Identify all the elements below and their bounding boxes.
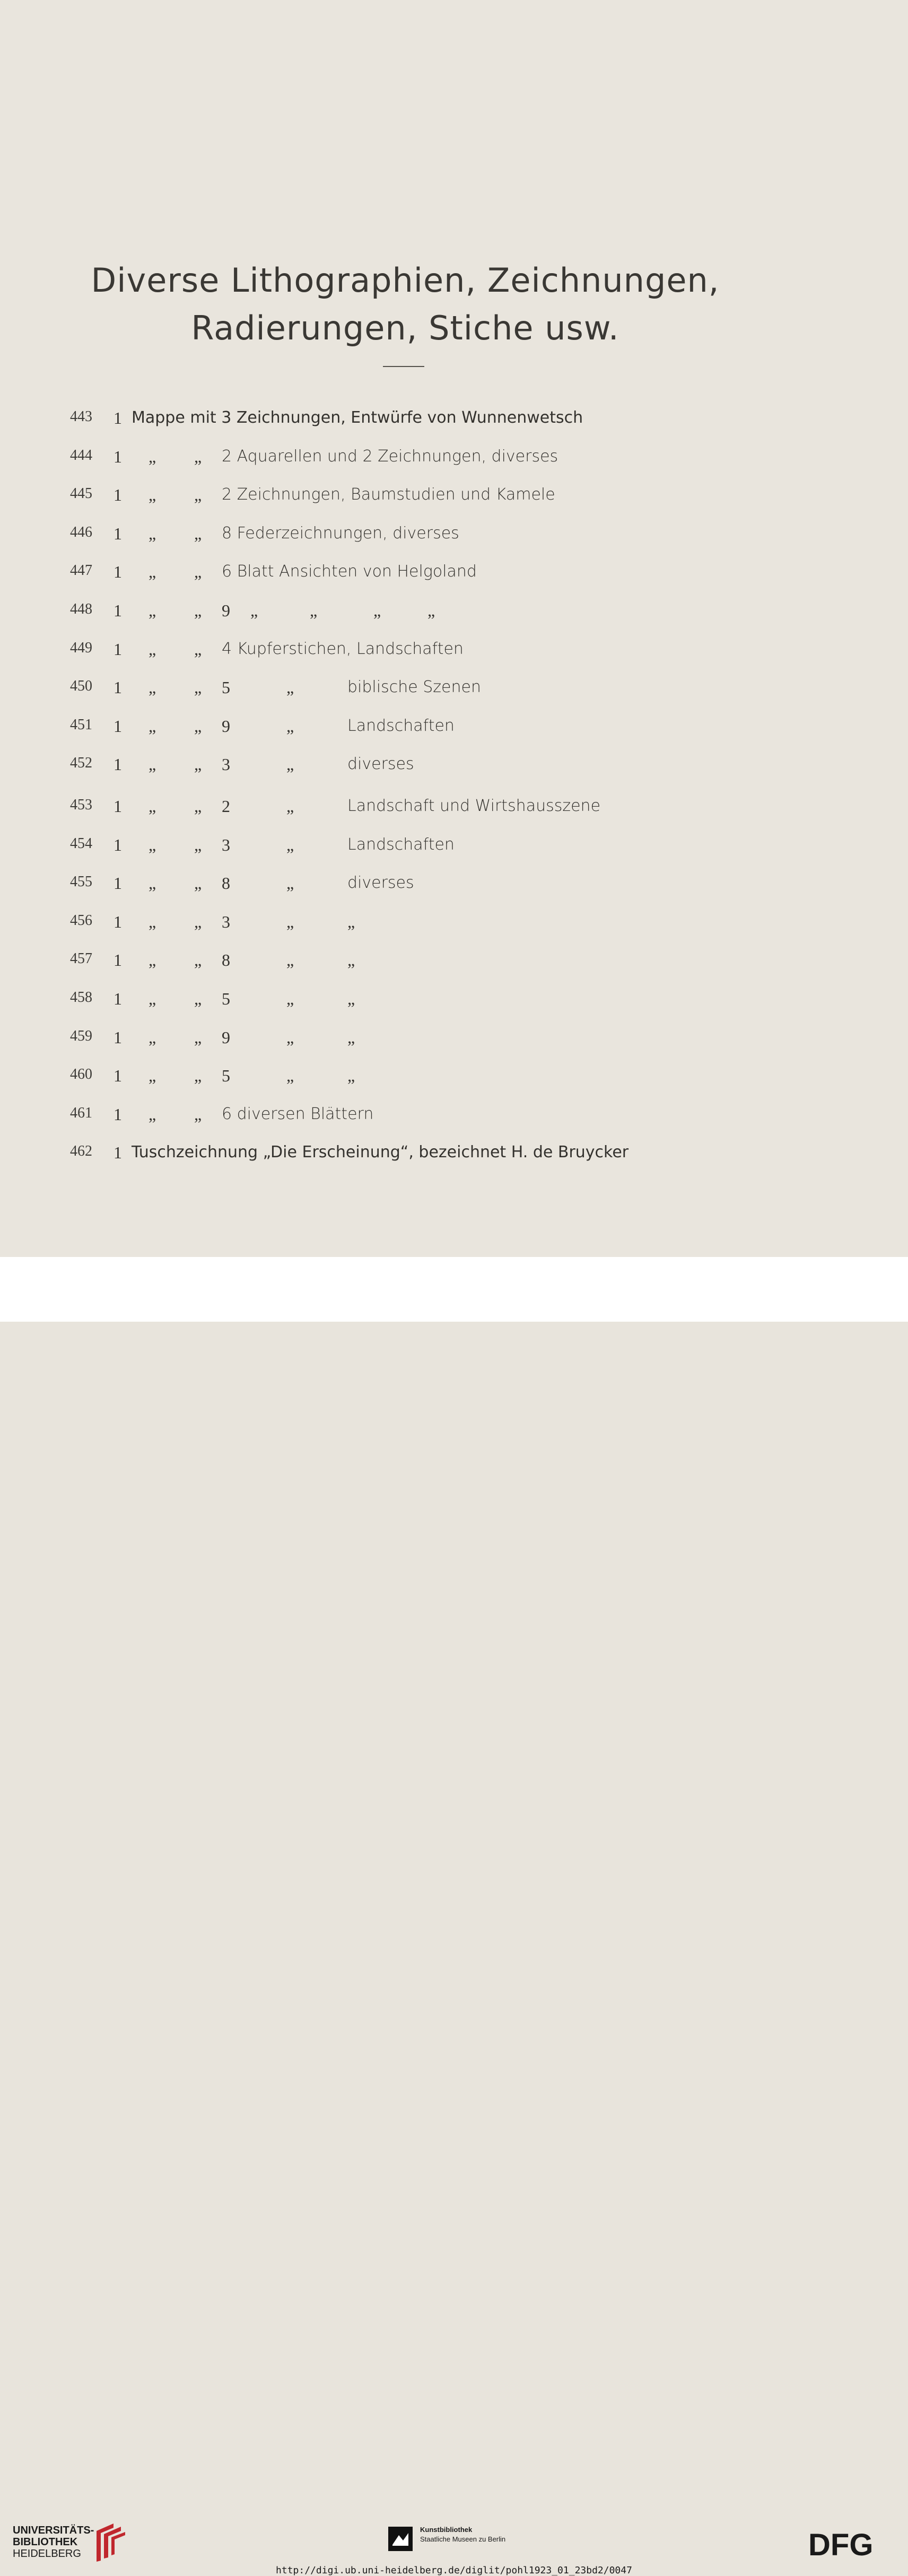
ub-name-line-1: UNIVERSITÄTS- bbox=[13, 2525, 94, 2536]
list-item bbox=[0, 835, 908, 862]
lot-number: 458 bbox=[70, 989, 92, 1006]
ditto-mark: 9 bbox=[222, 1028, 230, 1047]
ditto-mark: „ bbox=[194, 678, 202, 697]
quantity: 1 bbox=[114, 912, 122, 931]
ditto-mark: „ bbox=[286, 835, 294, 854]
list-item bbox=[0, 1066, 908, 1093]
lot-number: 444 bbox=[70, 447, 92, 464]
quantity: 1 bbox=[114, 1028, 122, 1047]
lot-number: 449 bbox=[70, 640, 92, 656]
ditto-mark: „ bbox=[347, 912, 355, 931]
ditto-mark: „ bbox=[286, 1028, 294, 1047]
quantity: 1 bbox=[114, 755, 122, 774]
ditto-mark: „ bbox=[286, 755, 294, 774]
item-description: Tuschzeichnung „Die Erscheinung“, bezeichnet H. de Bruycker bbox=[132, 1143, 629, 1162]
dfg-wordmark: DFG bbox=[808, 2529, 874, 2558]
item-description: 8 Federzeichnungen, diverses bbox=[222, 524, 459, 543]
ub-name-line-3: HEIDELBERG bbox=[13, 2548, 81, 2560]
ditto-mark: „ bbox=[149, 797, 156, 816]
ditto-mark: „ bbox=[194, 1028, 202, 1047]
quantity: 1 bbox=[114, 989, 122, 1008]
ditto-mark: 5 bbox=[222, 989, 230, 1008]
ditto-mark: „ bbox=[149, 485, 156, 504]
ditto-mark: „ bbox=[149, 874, 156, 893]
ditto-mark: „ bbox=[194, 950, 202, 970]
lot-number: 447 bbox=[70, 562, 92, 579]
ditto-mark: „ bbox=[149, 524, 156, 543]
lot-number: 457 bbox=[70, 950, 92, 967]
kunstbibliothek-title: Kunstbibliothek bbox=[420, 2526, 473, 2534]
ditto-mark: „ bbox=[149, 1066, 156, 1085]
ditto-mark: „ bbox=[194, 640, 202, 659]
list-item bbox=[0, 408, 908, 435]
quantity: 1 bbox=[114, 447, 122, 466]
ditto-mark: „ bbox=[194, 562, 202, 581]
ditto-mark: „ bbox=[347, 1066, 355, 1085]
list-item bbox=[0, 1143, 908, 1169]
ditto-mark: „ bbox=[149, 1105, 156, 1124]
ditto-mark: „ bbox=[310, 601, 318, 620]
quantity: 1 bbox=[114, 678, 122, 697]
quantity: 1 bbox=[114, 874, 122, 893]
item-description: 2 Aquarellen und 2 Zeichnungen, diverses bbox=[222, 447, 558, 466]
lot-number: 450 bbox=[70, 678, 92, 694]
ditto-mark: „ bbox=[194, 1066, 202, 1085]
lot-number: 461 bbox=[70, 1105, 92, 1121]
digitization-footer bbox=[0, 1257, 908, 2576]
item-description: Landschaft und Wirtshausszene bbox=[347, 797, 601, 815]
ditto-mark: „ bbox=[286, 678, 294, 697]
ditto-mark: „ bbox=[149, 562, 156, 581]
list-item bbox=[0, 1028, 908, 1054]
ditto-mark: „ bbox=[427, 601, 435, 620]
ditto-mark: 2 bbox=[222, 797, 230, 816]
lot-number: 451 bbox=[70, 717, 92, 733]
quantity: 1 bbox=[114, 524, 122, 543]
lot-number: 453 bbox=[70, 797, 92, 813]
item-description: 6 Blatt Ansichten von Helgoland bbox=[222, 562, 477, 581]
ditto-mark: „ bbox=[194, 912, 202, 931]
quantity: 1 bbox=[114, 1105, 122, 1124]
quantity: 1 bbox=[114, 1066, 122, 1085]
list-item bbox=[0, 601, 908, 627]
list-item bbox=[0, 524, 908, 551]
title-divider bbox=[383, 366, 424, 367]
ditto-mark: 3 bbox=[222, 835, 230, 854]
ditto-mark: „ bbox=[194, 485, 202, 504]
item-description: diverses bbox=[347, 874, 414, 892]
ditto-mark: 5 bbox=[222, 1066, 230, 1085]
title-line-2: Radierungen, Stiche usw. bbox=[191, 309, 619, 347]
ditto-mark: „ bbox=[194, 524, 202, 543]
ditto-mark: „ bbox=[286, 717, 294, 736]
quantity: 1 bbox=[114, 717, 122, 736]
quantity: 1 bbox=[114, 562, 122, 581]
university-library-logo-icon[interactable] bbox=[90, 2520, 127, 2563]
list-item bbox=[0, 797, 908, 823]
item-description: Landschaften bbox=[347, 835, 455, 854]
ditto-mark: „ bbox=[250, 601, 258, 620]
list-item bbox=[0, 678, 908, 704]
permalink-url[interactable]: http://digi.ub.uni-heidelberg.de/diglit/pohl1923_01_23bd2/0047 bbox=[276, 2565, 632, 2576]
lot-number: 443 bbox=[70, 408, 92, 425]
list-item bbox=[0, 640, 908, 666]
item-description: 4 Kupferstichen, Landschaften bbox=[222, 640, 464, 658]
item-description: 6 diversen Blättern bbox=[222, 1105, 374, 1123]
ditto-mark: „ bbox=[194, 755, 202, 774]
list-item bbox=[0, 874, 908, 900]
lot-number: 448 bbox=[70, 601, 92, 617]
ditto-mark: 8 bbox=[222, 950, 230, 970]
list-item bbox=[0, 562, 908, 589]
quantity: 1 bbox=[114, 950, 122, 970]
ditto-mark: „ bbox=[194, 1105, 202, 1124]
ditto-mark: „ bbox=[194, 835, 202, 854]
lot-number: 452 bbox=[70, 755, 92, 771]
list-item bbox=[0, 447, 908, 474]
ditto-mark: „ bbox=[149, 989, 156, 1008]
ditto-mark: 5 bbox=[222, 678, 230, 697]
ditto-mark: „ bbox=[194, 601, 202, 620]
ditto-mark: „ bbox=[149, 678, 156, 697]
ditto-mark: „ bbox=[286, 1066, 294, 1085]
ditto-mark: 9 bbox=[222, 717, 230, 736]
page-title bbox=[0, 257, 810, 352]
ditto-mark: „ bbox=[286, 912, 294, 931]
ditto-mark: „ bbox=[149, 912, 156, 931]
quantity: 1 bbox=[114, 640, 122, 659]
ditto-mark: „ bbox=[194, 447, 202, 466]
lot-number: 455 bbox=[70, 874, 92, 890]
quantity: 1 bbox=[114, 408, 122, 427]
kunstbibliothek-logo-icon[interactable] bbox=[387, 2526, 414, 2552]
list-item bbox=[0, 912, 908, 939]
lot-number: 456 bbox=[70, 912, 92, 929]
ub-name-line-2: BIBLIOTHEK bbox=[13, 2536, 78, 2548]
quantity: 1 bbox=[114, 485, 122, 504]
ditto-mark: 9 bbox=[222, 601, 230, 620]
title-line-1: Diverse Lithographien, Zeichnungen, bbox=[91, 261, 720, 300]
ditto-mark: „ bbox=[286, 874, 294, 893]
ditto-mark: „ bbox=[286, 950, 294, 970]
lot-number: 462 bbox=[70, 1143, 92, 1159]
ditto-mark: „ bbox=[149, 1028, 156, 1047]
quantity: 1 bbox=[114, 835, 122, 854]
lot-number: 446 bbox=[70, 524, 92, 540]
ditto-mark: „ bbox=[286, 989, 294, 1008]
item-description: Mappe mit 3 Zeichnungen, Entwürfe von Wunnenwetsch bbox=[132, 408, 583, 427]
lot-number: 460 bbox=[70, 1066, 92, 1082]
ditto-mark: „ bbox=[373, 601, 381, 620]
ditto-mark: 3 bbox=[222, 755, 230, 774]
ditto-mark: „ bbox=[286, 797, 294, 816]
ditto-mark: „ bbox=[347, 1028, 355, 1047]
ditto-mark: „ bbox=[149, 640, 156, 659]
list-item bbox=[0, 989, 908, 1016]
list-item bbox=[0, 755, 908, 781]
list-item bbox=[0, 485, 908, 512]
lot-number: 459 bbox=[70, 1028, 92, 1044]
ditto-mark: „ bbox=[194, 874, 202, 893]
item-description: diverses bbox=[347, 755, 414, 773]
ditto-mark: „ bbox=[149, 717, 156, 736]
item-description: biblische Szenen bbox=[347, 678, 481, 696]
ditto-mark: „ bbox=[149, 835, 156, 854]
ditto-mark: „ bbox=[347, 950, 355, 970]
ditto-mark: „ bbox=[149, 601, 156, 620]
quantity: 1 bbox=[114, 797, 122, 816]
lot-number: 445 bbox=[70, 485, 92, 502]
item-description: 2 Zeichnungen, Baumstudien und Kamele bbox=[222, 485, 555, 504]
list-item bbox=[0, 1105, 908, 1131]
ditto-mark: „ bbox=[194, 717, 202, 736]
kunstbibliothek-subtitle: Staatliche Museen zu Berlin bbox=[420, 2535, 506, 2543]
scanned-page bbox=[0, 0, 908, 1257]
ditto-mark: 3 bbox=[222, 912, 230, 931]
list-item bbox=[0, 717, 908, 743]
dfg-logo[interactable] bbox=[808, 2529, 896, 2558]
quantity: 1 bbox=[114, 601, 122, 620]
ditto-mark: „ bbox=[149, 447, 156, 466]
ditto-mark: „ bbox=[194, 989, 202, 1008]
ditto-mark: „ bbox=[194, 797, 202, 816]
ditto-mark: „ bbox=[347, 989, 355, 1008]
ditto-mark: „ bbox=[149, 950, 156, 970]
item-description: Landschaften bbox=[347, 717, 455, 735]
lot-number: 454 bbox=[70, 835, 92, 852]
ditto-mark: 8 bbox=[222, 874, 230, 893]
ditto-mark: „ bbox=[149, 755, 156, 774]
quantity: 1 bbox=[114, 1143, 122, 1162]
list-item bbox=[0, 950, 908, 977]
